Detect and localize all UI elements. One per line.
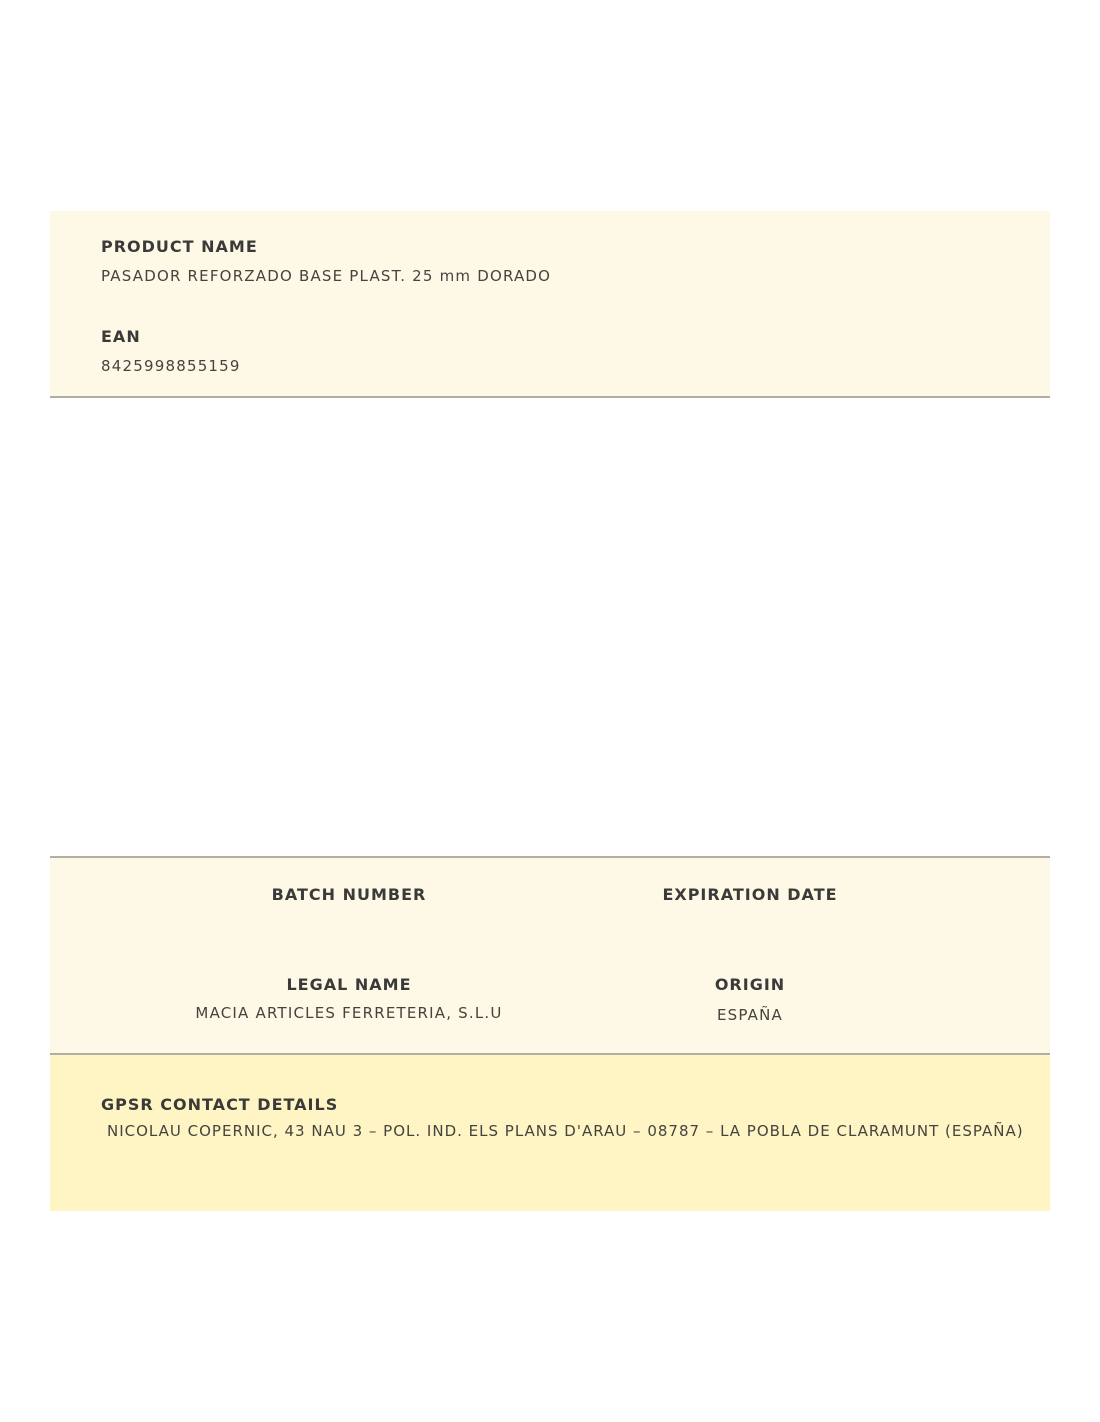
product-details-panel xyxy=(50,856,1050,1055)
ean-label: EAN xyxy=(101,327,141,346)
gpsr-contact-panel xyxy=(50,1055,1050,1211)
legal-name-label: LEGAL NAME xyxy=(286,975,412,994)
origin-label: ORIGIN xyxy=(714,975,786,994)
legal-name-value: MACIA ARTICLES FERRETERIA, S.L.U xyxy=(195,1004,503,1022)
product-info-panel xyxy=(50,211,1050,398)
product-name-label: PRODUCT NAME xyxy=(101,237,258,256)
batch-number-label: BATCH NUMBER xyxy=(271,885,427,904)
origin-value: ESPAÑA xyxy=(716,1006,784,1024)
expiration-date-label: EXPIRATION DATE xyxy=(662,885,838,904)
gpsr-contact-label: GPSR CONTACT DETAILS xyxy=(101,1095,339,1114)
ean-value: 8425998855159 xyxy=(101,357,241,375)
gpsr-contact-address: NICOLAU COPERNIC, 43 NAU 3 – POL. IND. ELS PLANS D'ARAU – 08787 – LA POBLA DE CLARAMUNT (ESPAÑA) xyxy=(107,1122,1024,1140)
product-name-value: PASADOR REFORZADO BASE PLAST. 25 mm DORADO xyxy=(101,267,552,285)
